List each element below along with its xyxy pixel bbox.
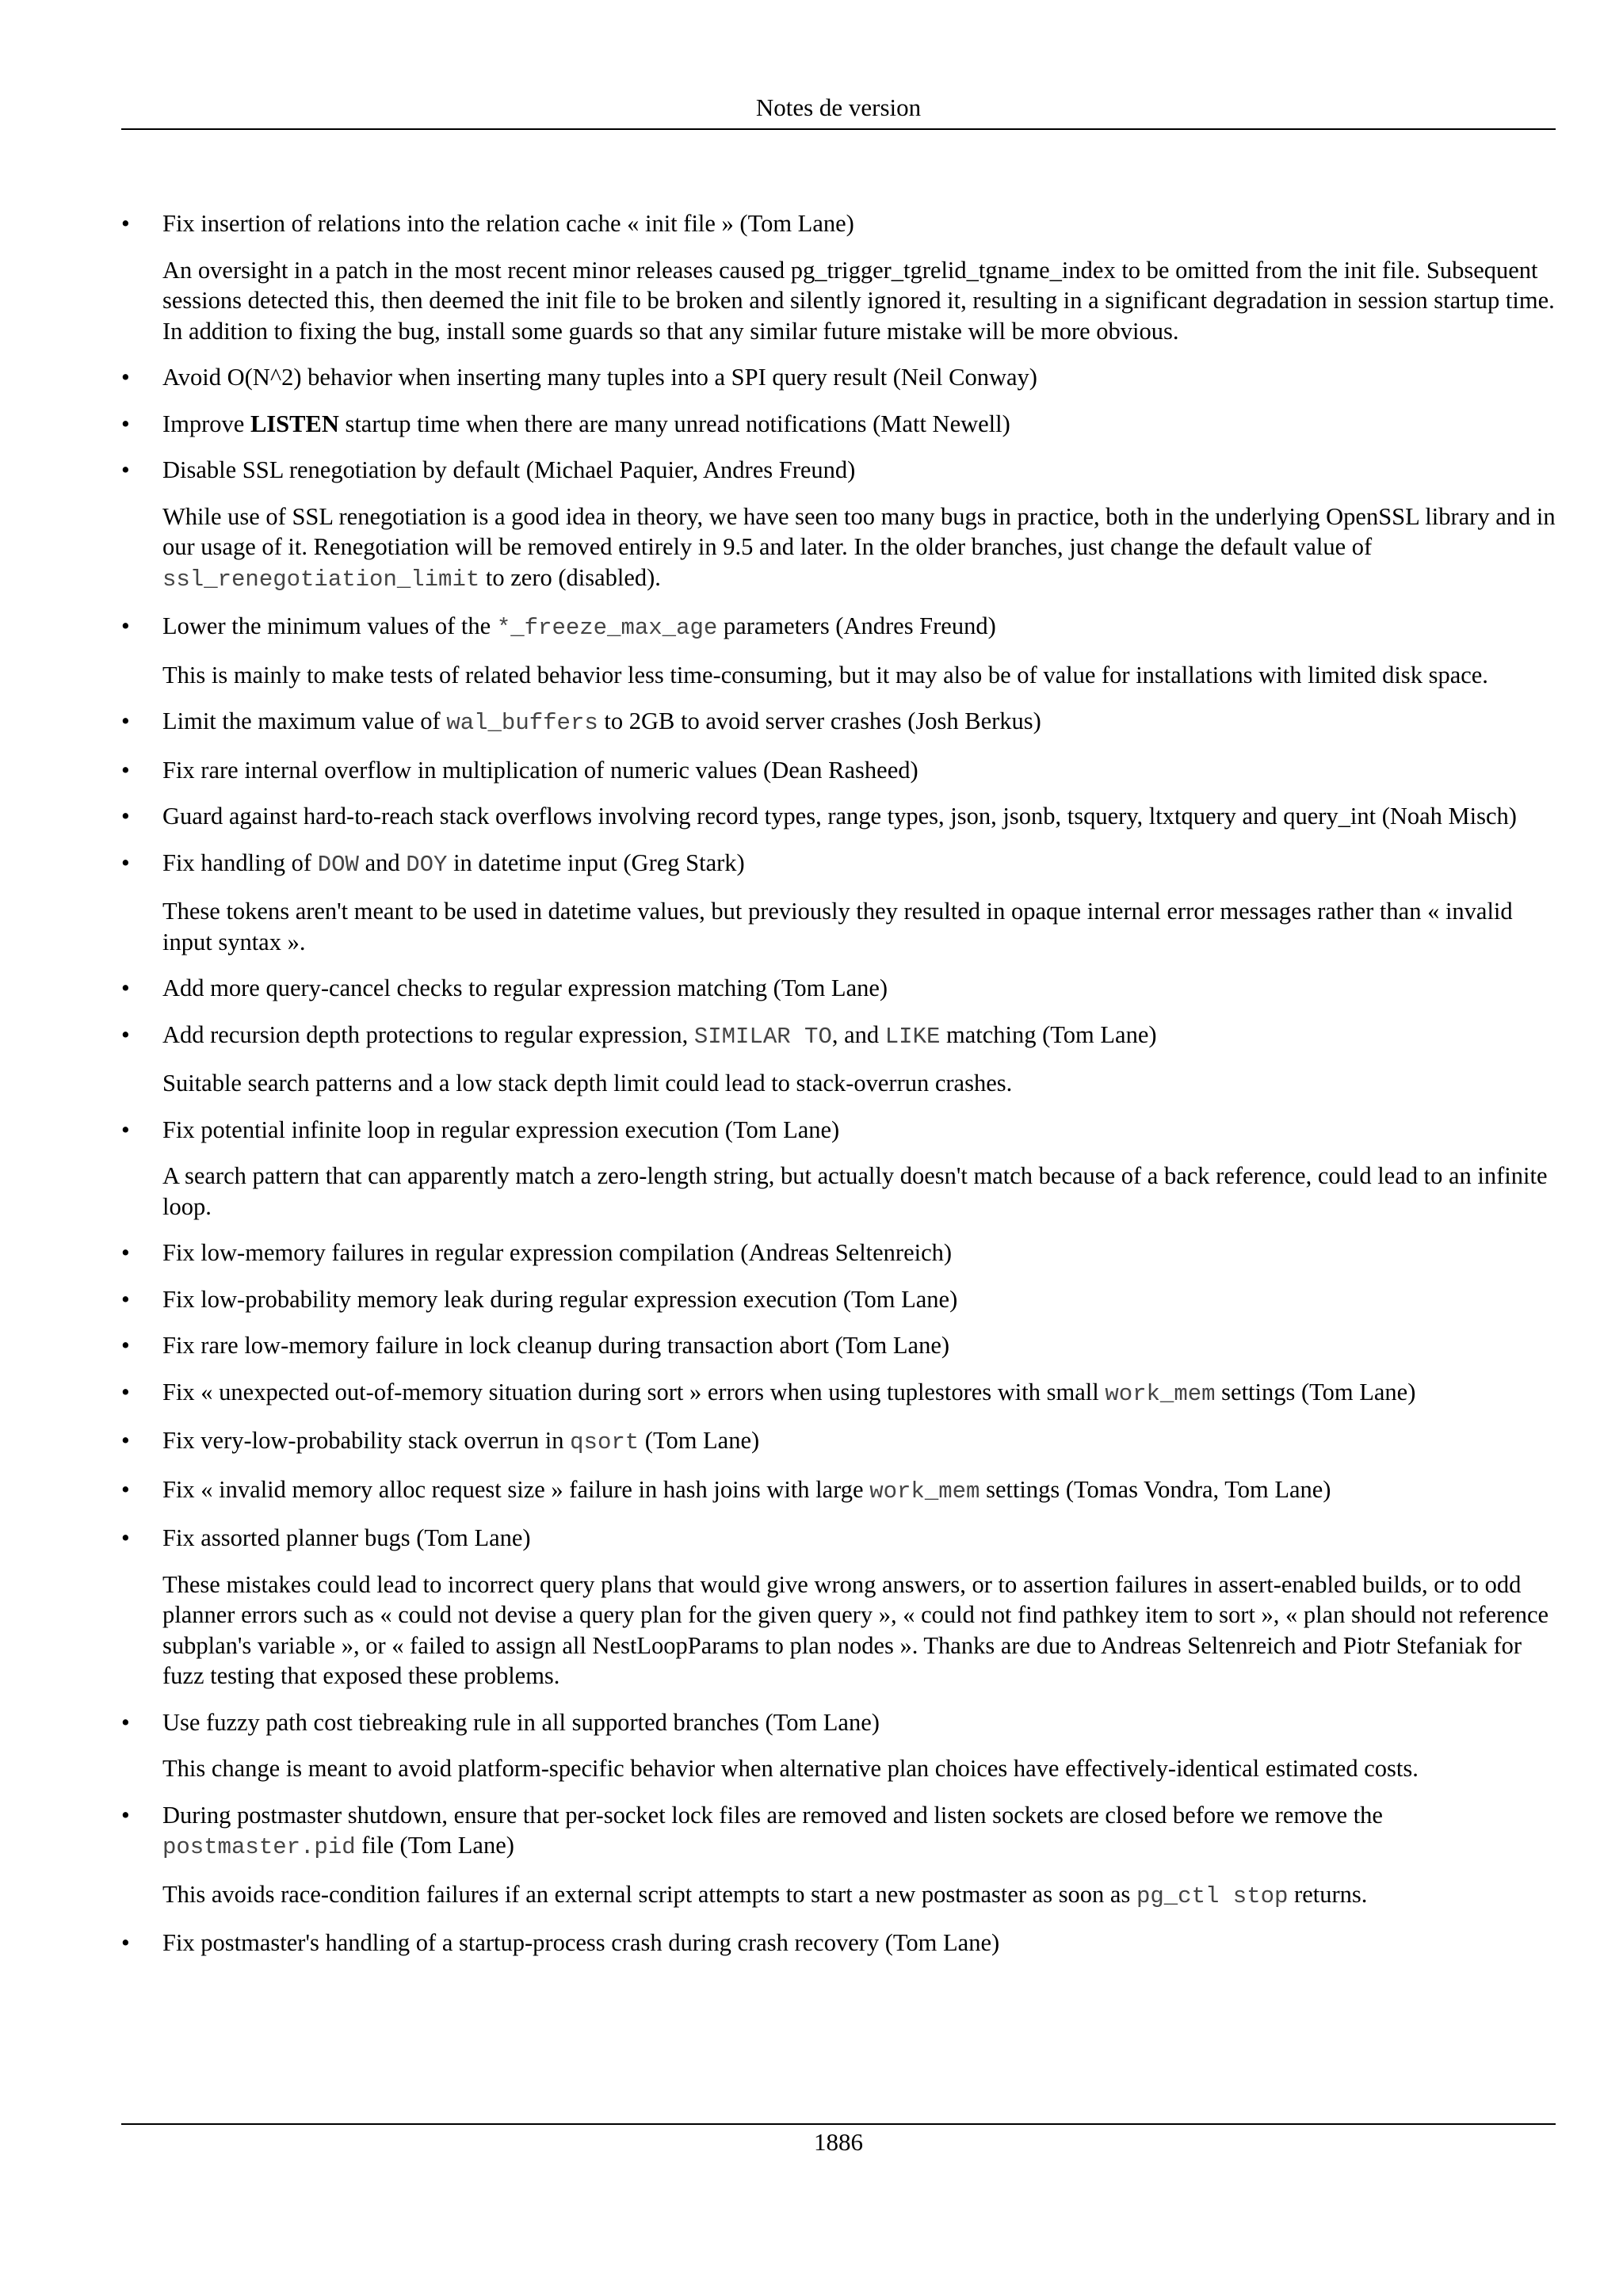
bullet: •	[121, 410, 130, 437]
item-title: Fix postmaster's handling of a startup-process crash during crash recovery (Tom Lane)	[162, 1929, 1000, 1956]
list-item	[121, 801, 1556, 832]
item-description: This change is meant to avoid platform-specific behavior when alternative plan choices have effectively-identical estimated costs.	[162, 1755, 1419, 1782]
desc-text: This avoids race-condition failures if an external script attempts to start a new postmaster as soon as	[162, 1880, 1136, 1908]
bullet: •	[121, 1332, 130, 1359]
list-item	[121, 706, 1556, 739]
title-text: matching (Tom Lane)	[940, 1020, 1157, 1048]
item-title: Avoid O(N^2) behavior when inserting many tuples into a SPI query result (Neil Conway)	[162, 364, 1037, 391]
config-parameter: work_mem	[1105, 1380, 1216, 1407]
list-item	[121, 1284, 1556, 1315]
code-token: DOW	[317, 851, 359, 878]
bullet: •	[121, 1427, 130, 1454]
list-item	[121, 611, 1556, 690]
item-title: Fix assorted planner bugs (Tom Lane)	[162, 1524, 531, 1551]
title-text: Improve	[162, 410, 250, 437]
title-text: to 2GB to avoid server crashes (Josh Berkus)	[598, 707, 1041, 734]
list-item	[121, 1928, 1556, 1958]
list-item	[121, 1238, 1556, 1268]
title-text: , and	[831, 1020, 885, 1048]
item-title: Fix potential infinite loop in regular expression execution (Tom Lane)	[162, 1116, 840, 1143]
item-title: Fix rare low-memory failure in lock cleanup during transaction abort (Tom Lane)	[162, 1332, 950, 1359]
page-header: Notes de version	[755, 93, 922, 121]
footer-rule	[121, 2123, 1556, 2125]
list-item	[121, 1115, 1556, 1222]
bullet: •	[121, 456, 130, 483]
item-description	[162, 1879, 1556, 1913]
config-parameter: wal_buffers	[446, 710, 598, 736]
bullet: •	[121, 612, 130, 639]
list-item	[121, 1377, 1556, 1410]
command-name: LISTEN	[250, 410, 339, 437]
list-item	[121, 1425, 1556, 1459]
command-name: pg_ctl stop	[1136, 1882, 1289, 1909]
item-title: Disable SSL renegotiation by default (Michael Paquier, Andres Freund)	[162, 456, 856, 483]
item-title: Fix insertion of relations into the relation cache « init file » (Tom Lane)	[162, 210, 854, 237]
list-item	[121, 1523, 1556, 1691]
title-text: Fix « unexpected out-of-memory situation during sort » errors when using tuplestores with small	[162, 1378, 1106, 1405]
item-description: An oversight in a patch in the most recent minor releases caused pg_trigger_tgrelid_tgname_index to be omitted from the init file. Subsequent sessions detected this, then deemed the init file to be broken and silently ignored it, resulting in a significant degradation in session startup time. In addition to fixing the bug, install some guards so that any similar future mistake will be more obvious.	[162, 256, 1555, 345]
bullet: •	[121, 1239, 130, 1266]
bullet: •	[121, 1524, 130, 1551]
title-text: settings (Tomas Vondra, Tom Lane)	[980, 1475, 1331, 1503]
bullet: •	[121, 1378, 130, 1405]
title-text: Limit the maximum value of	[162, 707, 447, 734]
item-title	[162, 1474, 1556, 1508]
bullet: •	[121, 1475, 130, 1503]
item-title: Fix rare internal overflow in multiplication of numeric values (Dean Rasheed)	[162, 756, 918, 784]
page-number: 1886	[814, 2128, 863, 2156]
item-title	[162, 848, 1556, 881]
title-text: Fix « invalid memory alloc request size » failure in hash joins with large	[162, 1475, 870, 1503]
desc-text: returns.	[1288, 1880, 1368, 1908]
list-item	[121, 362, 1556, 393]
title-text: file (Tom Lane)	[355, 1832, 514, 1859]
title-text: (Tom Lane)	[639, 1427, 760, 1454]
code-token: DOY	[406, 851, 448, 878]
item-title: Guard against hard-to-reach stack overflows involving record types, range types, json, jsonb, tsquery, ltxtquery and query_int (Noah Misch)	[162, 803, 1517, 830]
item-description: These tokens aren't meant to be used in datetime values, but previously they resulted in opaque internal error messages rather than « invalid input syntax ».	[162, 898, 1513, 955]
item-title	[162, 706, 1556, 739]
item-title	[162, 1800, 1556, 1863]
file-name: postmaster.pid	[162, 1834, 356, 1860]
desc-text: While use of SSL renegotiation is a good idea in theory, we have seen too many bugs in practice, both in the underlying OpenSSL library and in our usage of it. Renegotiation will be removed entirely in 9.5 and later. In the older branches, just change the default value of	[162, 502, 1556, 560]
item-title: Use fuzzy path cost tiebreaking rule in all supported branches (Tom Lane)	[162, 1708, 880, 1736]
config-parameter: work_mem	[869, 1478, 980, 1505]
list-item	[121, 1800, 1556, 1913]
list-item	[121, 755, 1556, 786]
release-notes-list	[121, 208, 1556, 1974]
bullet: •	[121, 803, 130, 830]
config-parameter: ssl_renegotiation_limit	[162, 566, 480, 593]
item-title	[162, 1020, 1556, 1053]
item-description	[162, 502, 1556, 596]
title-text: startup time when there are many unread notifications (Matt Newell)	[338, 410, 1010, 437]
function-name: qsort	[570, 1429, 640, 1455]
list-item	[121, 1474, 1556, 1508]
list-item	[121, 848, 1556, 958]
config-parameter: *_freeze_max_age	[496, 615, 718, 641]
list-item	[121, 409, 1556, 440]
bullet: •	[121, 756, 130, 784]
list-item	[121, 1707, 1556, 1784]
item-description: A search pattern that can apparently match a zero-length string, but actually doesn't match because of a back reference, could lead to an infinite loop.	[162, 1162, 1548, 1220]
bullet: •	[121, 210, 130, 237]
title-text: Fix very-low-probability stack overrun in	[162, 1427, 571, 1454]
list-item	[121, 455, 1556, 595]
header-rule	[121, 128, 1556, 130]
item-title: Fix low-probability memory leak during regular expression execution (Tom Lane)	[162, 1285, 958, 1313]
title-text: During postmaster shutdown, ensure that per-socket lock files are removed and listen sockets are closed before we remove the	[162, 1801, 1383, 1829]
title-text: and	[358, 849, 407, 876]
list-item	[121, 1020, 1556, 1099]
title-text: Lower the minimum values of the	[162, 612, 497, 639]
title-text: parameters (Andres Freund)	[717, 612, 996, 639]
bullet: •	[121, 1020, 130, 1048]
title-text: Fix handling of	[162, 849, 318, 876]
bullet: •	[121, 1929, 130, 1956]
title-text: settings (Tom Lane)	[1215, 1378, 1416, 1405]
item-title	[162, 409, 1556, 440]
desc-text: to zero (disabled).	[479, 563, 661, 591]
title-text: Add recursion depth protections to regular expression,	[162, 1020, 694, 1048]
bullet: •	[121, 1708, 130, 1736]
code-token: LIKE	[884, 1023, 941, 1050]
bullet: •	[121, 707, 130, 734]
item-description: Suitable search patterns and a low stack depth limit could lead to stack-overrun crashes.	[162, 1070, 1013, 1097]
list-item	[121, 973, 1556, 1004]
item-description: These mistakes could lead to incorrect query plans that would give wrong answers, or to assertion failures in assert-enabled builds, or to odd planner errors such as « could not devise a query plan for the given query », « could not find pathkey item to sort », « plan should not reference subplan's variable », or « failed to assign all NestLoopParams to plan nodes ». Thanks are due to Andreas Seltenreich and Piotr Stefaniak for fuzz testing that exposed these problems.	[162, 1570, 1549, 1689]
bullet: •	[121, 364, 130, 391]
bullet: •	[121, 1116, 130, 1143]
item-title: Add more query-cancel checks to regular expression matching (Tom Lane)	[162, 974, 888, 1001]
bullet: •	[121, 1285, 130, 1313]
list-item	[121, 1330, 1556, 1361]
bullet: •	[121, 849, 130, 876]
item-title	[162, 1377, 1556, 1410]
item-description: This is mainly to make tests of related behavior less time-consuming, but it may also be of value for installations with limited disk space.	[162, 661, 1488, 688]
title-text: in datetime input (Greg Stark)	[447, 849, 745, 876]
item-title: Fix low-memory failures in regular expression compilation (Andreas Seltenreich)	[162, 1239, 953, 1266]
item-title	[162, 611, 1556, 644]
bullet: •	[121, 974, 130, 1001]
code-token: SIMILAR TO	[693, 1023, 832, 1050]
bullet: •	[121, 1801, 130, 1829]
item-title	[162, 1425, 1556, 1459]
list-item	[121, 208, 1556, 346]
